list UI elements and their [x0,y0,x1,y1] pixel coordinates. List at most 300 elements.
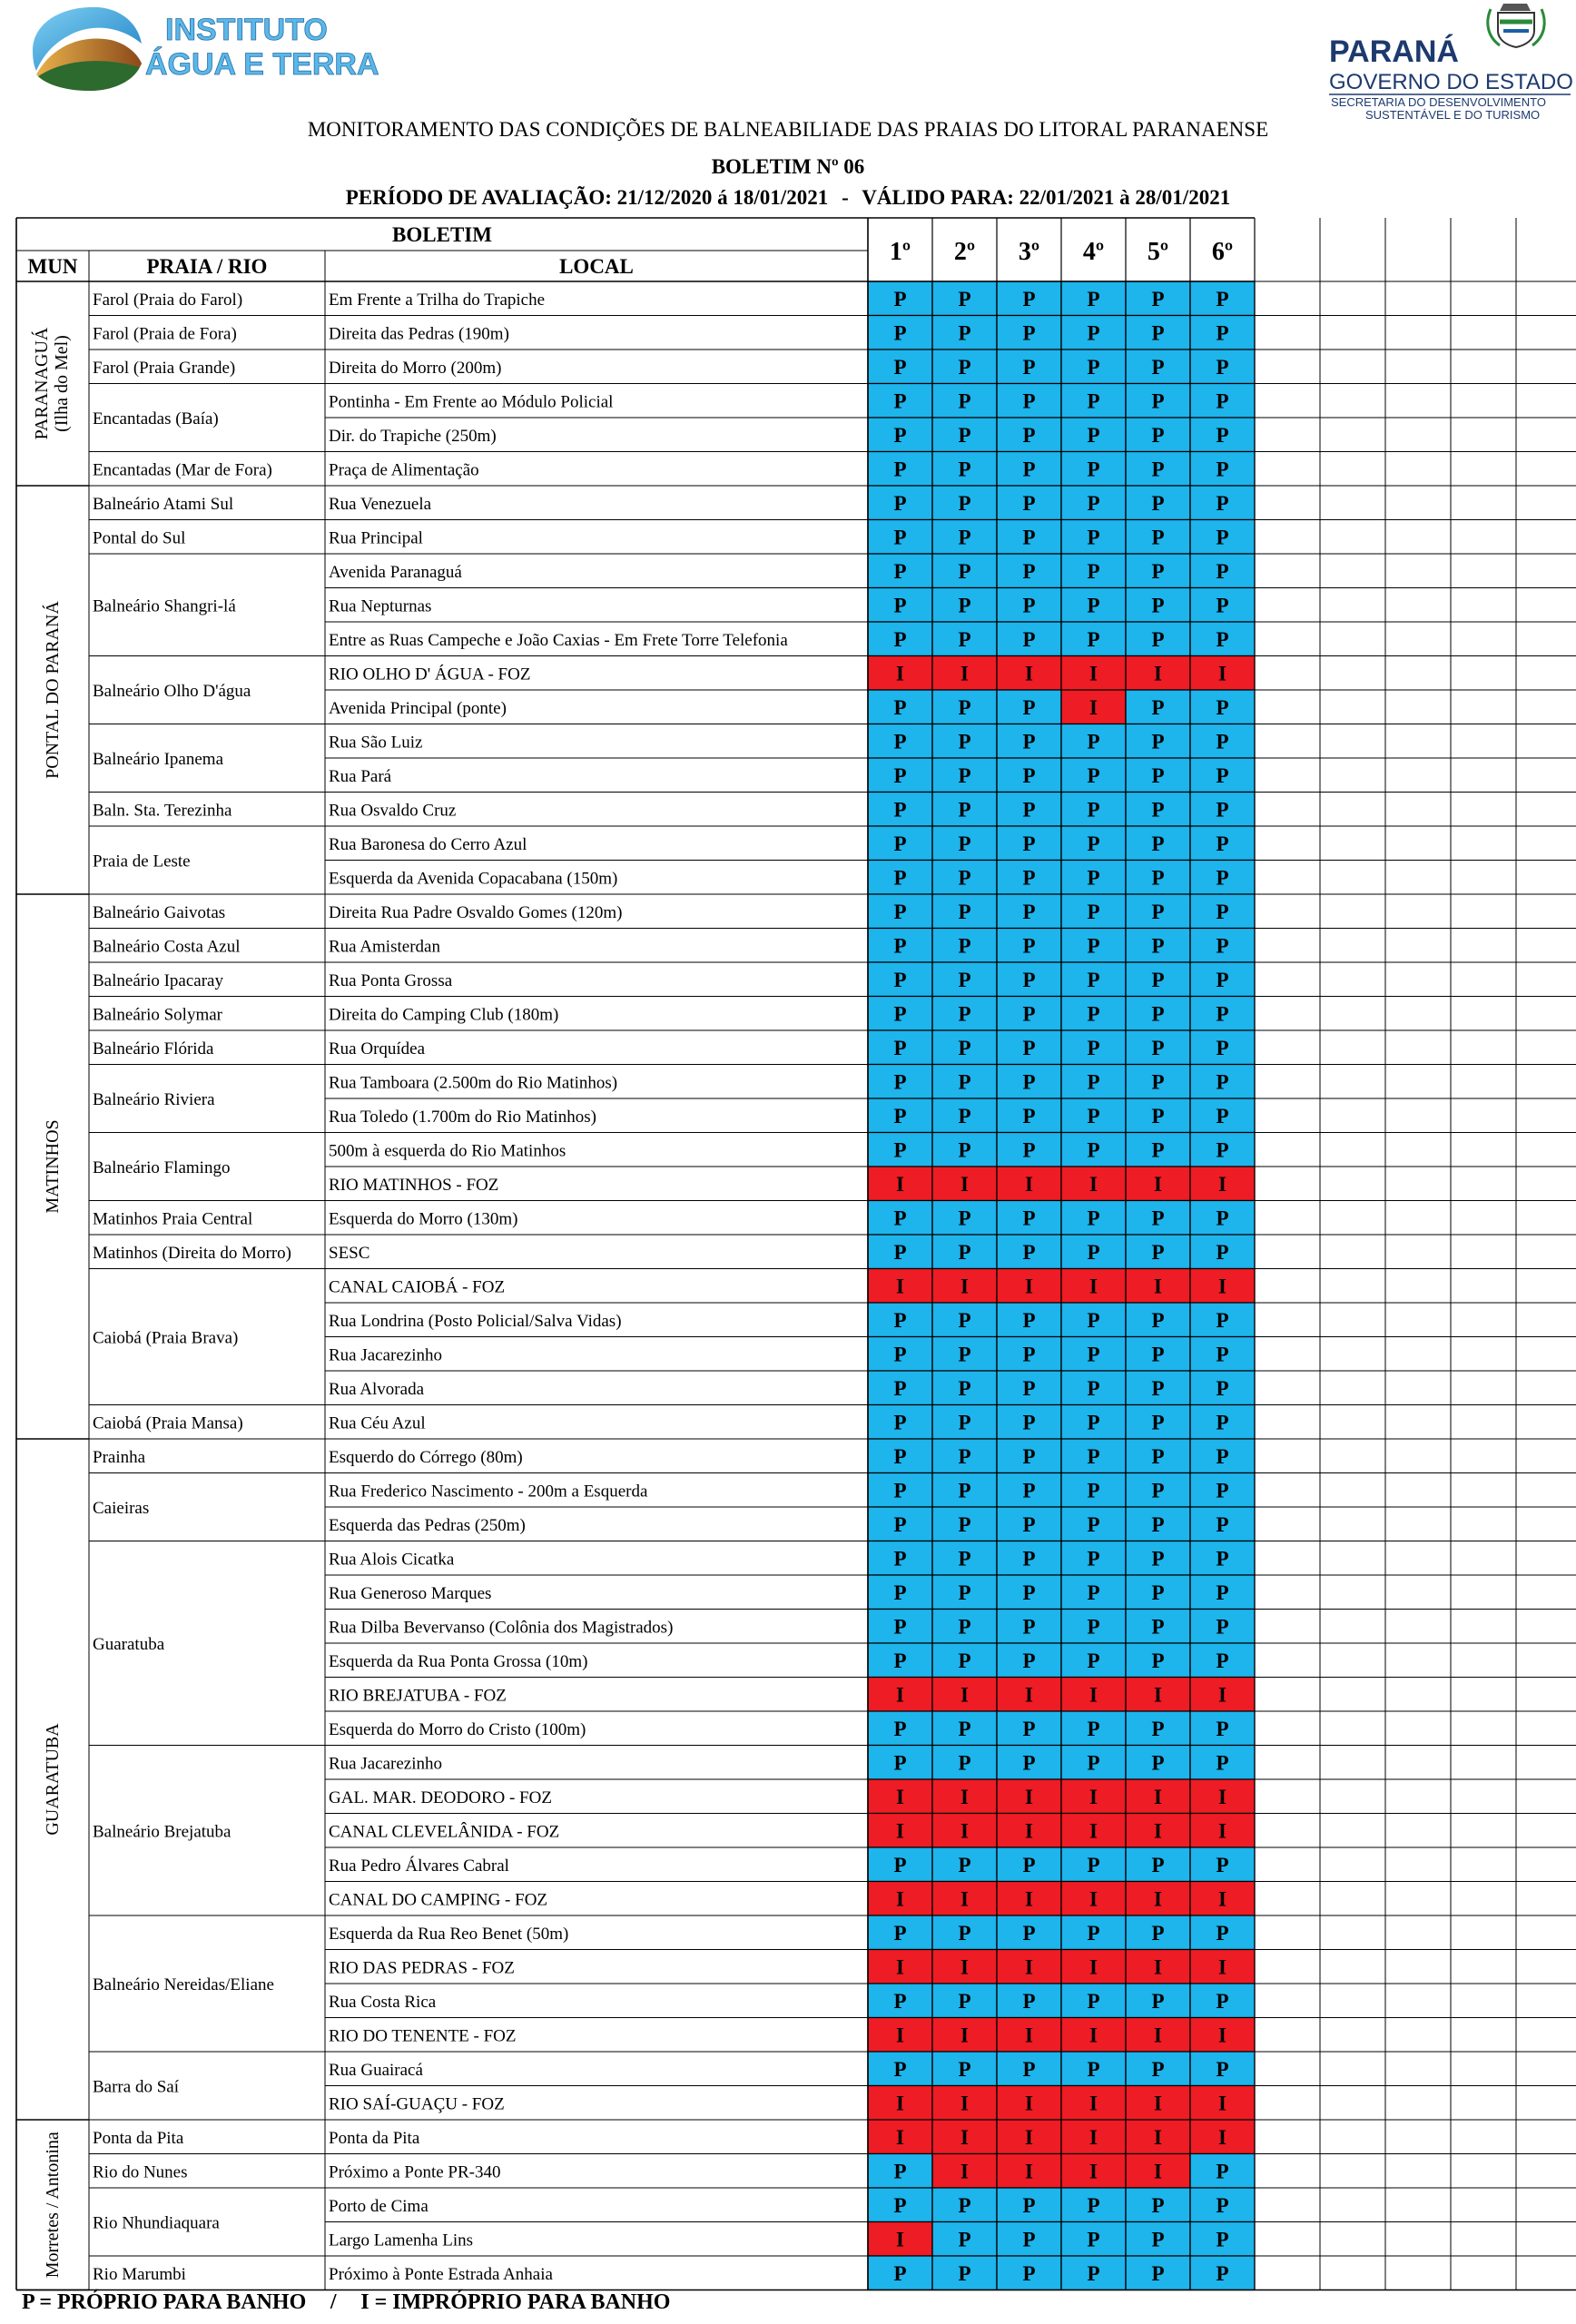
period-label: PERÍODO DE AVALIAÇÃO: [345,186,612,209]
local-name: Próximo a Ponte PR-340 [329,2162,501,2182]
valid-value: 22/01/2021 à 28/01/2021 [1019,186,1231,209]
result-value: P [893,2160,907,2183]
result-value: P [1151,2193,1165,2217]
result-value: P [1151,1138,1165,1162]
local-name: Pontinha - Em Frente ao Módulo Policial [329,392,614,412]
local-name: Esquerda do Morro (130m) [329,1209,518,1229]
result-value: P [1151,1036,1165,1059]
result-value: P [958,1240,971,1264]
result-value: P [958,763,971,787]
result-value: P [893,934,907,958]
result-value: P [1087,1138,1100,1162]
result-value: P [893,730,907,753]
result-value: P [1151,559,1165,583]
instituto-agua-e-terra-logo [27,4,379,94]
local-name: Rua Amisterdan [329,937,440,957]
result-value: P [893,1376,907,1400]
result-value: P [1022,2057,1036,2081]
result-value: P [893,1921,907,1945]
result-value: P [1216,423,1229,447]
result-value: P [1216,1343,1229,1366]
result-value: P [958,321,971,345]
result-value: P [1022,1547,1036,1571]
result-value: P [893,1411,907,1434]
beach-name: Balneário Flórida [93,1039,214,1059]
result-value: P [958,1649,971,1672]
result-value: P [1216,2261,1229,2285]
result-value: P [1151,1240,1165,1264]
result-value: I [960,1819,969,1843]
institute-name-line1: INSTITUTO [165,13,328,47]
result-value: P [958,1411,971,1434]
result-value: P [1216,900,1229,923]
coat-of-arms-icon [1488,4,1544,47]
document-title: MONITORAMENTO DAS CONDIÇÕES DE BALNEABILIADE DAS PRAIAS DO LITORAL PARANAENSE [307,118,1269,141]
local-name: Rua Alvorada [329,1379,425,1399]
result-value: P [958,1615,971,1639]
legend-improprio: I = IMPRÓPRIO PARA BANHO [360,2290,671,2314]
result-value: P [1151,1615,1165,1639]
result-value: P [1216,1853,1229,1876]
result-value: I [960,1275,969,1298]
local-name: Rua Guairacá [329,2060,423,2080]
result-value: I [896,1887,904,1911]
local-header: LOCAL [559,255,634,278]
result-value: P [1151,2228,1165,2251]
result-value: P [1087,1751,1100,1775]
beach-name: Farol (Praia de Fora) [93,324,237,344]
result-value: P [1151,1444,1165,1468]
result-value: P [958,1989,971,2013]
result-value: P [1151,798,1165,822]
logo-emblem-icon [33,7,142,91]
result-value: I [1218,1785,1226,1808]
mun-header: MUN [27,255,78,278]
result-value: P [1087,1479,1100,1502]
result-value: P [1022,1921,1036,1945]
result-value: P [1022,968,1036,991]
beach-name: Balneário Atami Sul [93,494,234,514]
result-value: I [1154,1785,1162,1808]
result-value: P [1216,559,1229,583]
result-value: I [960,662,969,685]
result-value: P [1216,2057,1229,2081]
result-value: P [893,798,907,822]
result-value: I [1089,695,1098,719]
result-value: I [960,2092,969,2115]
result-value: I [896,1785,904,1808]
result-value: I [1025,1955,1033,1979]
result-value: I [896,2228,904,2251]
result-value: P [1216,458,1229,481]
result-value: P [1022,423,1036,447]
beach-name: Caieiras [93,1499,150,1518]
balneabilidade-table [16,218,1576,2288]
result-value: P [1216,1615,1229,1639]
result-value: P [1151,423,1165,447]
legend [22,2290,670,2315]
result-value: P [893,695,907,719]
result-value: P [958,389,971,413]
result-value: P [1022,798,1036,822]
result-value: P [1022,934,1036,958]
result-value: P [1022,526,1036,549]
result-value: P [1216,2228,1229,2251]
result-value: P [958,458,971,481]
local-name: Ponta da Pita [329,2128,420,2148]
result-value: P [893,1853,907,1876]
result-value: P [1087,526,1100,549]
result-value: P [1151,1649,1165,1672]
result-value: P [1151,763,1165,787]
result-value: P [958,1308,971,1332]
result-value: P [1151,1751,1165,1775]
result-value: I [1025,2024,1033,2047]
result-value: P [1087,1581,1100,1604]
result-value: P [958,1343,971,1366]
result-value: P [1087,627,1100,651]
local-name: Esquerda da Rua Reo Benet (50m) [329,1924,569,1944]
result-value: P [958,832,971,855]
result-value: P [893,594,907,617]
result-value: P [1087,2057,1100,2081]
result-value: P [1216,1070,1229,1094]
beach-name: Balneário Solymar [93,1005,222,1025]
result-value: P [1151,389,1165,413]
result-value: I [1218,1955,1226,1979]
result-value: P [958,1206,971,1230]
result-value: P [1087,1206,1100,1230]
result-value: P [1216,1581,1229,1604]
result-value: P [1022,832,1036,855]
result-value: P [958,934,971,958]
result-value: I [1025,1785,1033,1808]
result-value: I [1154,1172,1162,1196]
result-value: P [1087,1376,1100,1400]
local-name: Rua Orquídea [329,1039,426,1059]
local-name: Rua Baronesa do Cerro Azul [329,834,527,854]
result-value: P [1087,2261,1100,2285]
result-value: P [1022,1853,1036,1876]
beach-name: Praia de Leste [93,852,191,872]
result-value: P [958,1512,971,1536]
result-value: P [1087,1002,1100,1026]
sample-header: 5º [1147,238,1169,266]
result-value: I [1218,2125,1226,2149]
beach-name: Baln. Sta. Terezinha [93,801,232,821]
local-name: Avenida Paranaguá [329,562,462,582]
result-value: P [1022,1751,1036,1775]
result-value: P [958,730,971,753]
result-value: P [1151,526,1165,549]
beach-name: Prainha [93,1447,146,1467]
local-name: Rua Londrina (Posto Policial/Salva Vidas) [329,1311,622,1331]
result-value: P [1151,1921,1165,1945]
result-value: P [1022,1649,1036,1672]
beach-name: Balneário Brejatuba [93,1822,231,1842]
result-value: P [893,1581,907,1604]
beach-name: Pontal do Sul [93,528,186,548]
result-value: P [1216,287,1229,310]
result-value: P [1087,1411,1100,1434]
result-value: P [958,559,971,583]
praia-header: PRAIA / RIO [146,255,268,278]
result-value: P [1022,1717,1036,1740]
result-value: P [1216,1547,1229,1571]
result-value: P [893,1717,907,1740]
result-value: P [893,866,907,890]
result-value: P [1022,1002,1036,1026]
result-value: P [1151,321,1165,345]
beach-name: Encantadas (Mar de Fora) [93,460,272,480]
result-value: I [960,2125,969,2149]
result-value: P [1151,1512,1165,1536]
result-value: P [1151,1411,1165,1434]
result-value: I [896,1275,904,1298]
result-value: P [958,2228,971,2251]
result-value: P [1151,1717,1165,1740]
result-value: P [1216,1104,1229,1128]
result-value: P [1216,1444,1229,1468]
result-value: I [1089,2092,1098,2115]
result-value: P [958,900,971,923]
result-value: P [1216,526,1229,549]
result-value: P [893,1343,907,1366]
result-value: P [1022,627,1036,651]
result-value: P [893,389,907,413]
local-name: Esquerda das Pedras (250m) [329,1515,526,1535]
period-value: 21/12/2020 á 18/01/2021 [616,186,829,209]
gov-secretaria-line1: SECRETARIA DO DESENVOLVIMENTO [1331,95,1546,109]
municipality-name: PONTAL DO PARANÁ [43,601,63,779]
result-value: P [1022,1343,1036,1366]
result-value: P [958,1070,971,1094]
result-value: P [1022,1989,1036,2013]
result-value: P [1216,1240,1229,1264]
beach-name: Ponta da Pita [93,2128,184,2148]
beach-name: Caiobá (Praia Mansa) [93,1413,243,1433]
beach-name: Farol (Praia Grande) [93,358,236,378]
result-value: P [1022,458,1036,481]
result-value: I [1154,2092,1162,2115]
result-value: P [1087,1444,1100,1468]
local-name: Rua Tamboara (2.500m do Rio Matinhos) [329,1073,618,1093]
result-value: P [1087,423,1100,447]
result-value: P [1151,1853,1165,1876]
result-value: P [958,1104,971,1128]
local-name: Rua Jacarezinho [329,1345,443,1365]
local-name: Entre as Ruas Campeche e João Caxias - Em Frete Torre Telefonia [329,630,788,650]
local-name: Rua Pará [329,766,392,786]
result-value: P [1087,321,1100,345]
result-value: I [1025,1887,1033,1911]
result-value: P [1087,1104,1100,1128]
beach-name: Balneário Nereidas/Eliane [93,1975,274,1994]
result-value: P [893,1036,907,1059]
result-value: I [1154,1275,1162,1298]
result-value: P [893,458,907,481]
result-value: P [1022,695,1036,719]
local-name: Rua Nepturnas [329,596,432,616]
local-name: Rua Céu Azul [329,1413,426,1433]
local-name: Rua São Luiz [329,733,423,753]
beach-name: Balneário Flamingo [93,1158,231,1177]
result-value: P [893,1444,907,1468]
boletim-header: BOLETIM [392,223,492,246]
evaluation-period [0,186,1576,210]
local-name: Direita Rua Padre Osvaldo Gomes (120m) [329,902,623,922]
institute-name-line2: ÁGUA E TERRA [145,47,379,82]
result-value: P [1087,559,1100,583]
result-value: P [893,763,907,787]
municipality-name: Morretes / Antonina [43,2132,63,2279]
result-value: P [1087,900,1100,923]
result-value: P [893,1104,907,1128]
result-value: P [1151,627,1165,651]
result-value: P [1022,1581,1036,1604]
result-value: P [1216,695,1229,719]
result-value: I [1025,1172,1033,1196]
result-value: I [1025,1275,1033,1298]
result-value: P [1087,798,1100,822]
result-value: P [1216,832,1229,855]
local-name: Direita das Pedras (190m) [329,324,509,344]
result-value: I [1025,1819,1033,1843]
result-value: I [896,1955,904,1979]
result-value: P [1216,1512,1229,1536]
local-name: Rua Principal [329,528,423,548]
valid-label: VÁLIDO PARA: [862,186,1014,209]
result-value: I [896,2092,904,2115]
result-value: P [1151,1343,1165,1366]
beach-name: Balneário Ipacaray [93,970,223,990]
result-value: P [1022,900,1036,923]
local-name: Rua Venezuela [329,494,432,514]
result-value: P [1087,1547,1100,1571]
result-value: P [1087,2228,1100,2251]
result-value: P [1216,594,1229,617]
local-name: Rua Frederico Nascimento - 200m a Esquerda [329,1482,648,1502]
result-value: P [1151,2057,1165,2081]
local-name: CANAL DO CAMPING - FOZ [329,1890,548,1910]
result-value: P [1151,866,1165,890]
result-value: I [1218,1887,1226,1911]
result-value: P [1022,730,1036,753]
result-value: P [1087,1512,1100,1536]
result-value: P [1151,1989,1165,2013]
result-value: P [1151,2261,1165,2285]
result-value: P [1087,832,1100,855]
beach-name: Rio Marumbi [93,2264,186,2284]
result-value: P [1216,1411,1229,1434]
result-value: P [1022,1070,1036,1094]
result-value: P [893,287,907,310]
result-value: P [1216,798,1229,822]
result-value: P [958,1853,971,1876]
result-value: P [1087,730,1100,753]
result-value: I [1089,1172,1098,1196]
result-value: P [1151,1547,1165,1571]
result-value: P [1216,1717,1229,1740]
result-value: P [893,1138,907,1162]
local-name: Direita do Morro (200m) [329,358,502,378]
local-name: RIO MATINHOS - FOZ [329,1175,499,1195]
beach-name: Rio Nhundiaquara [93,2213,220,2233]
result-value: I [960,2024,969,2047]
result-value: P [1216,1138,1229,1162]
result-value: P [1022,1512,1036,1536]
boletim-number: BOLETIM Nº 06 [711,155,865,178]
result-value: P [1087,1308,1100,1332]
result-value: P [893,1512,907,1536]
result-value: P [958,1376,971,1400]
result-value: P [1216,1036,1229,1059]
result-value: P [1087,866,1100,890]
result-value: P [1022,355,1036,379]
result-value: I [1025,662,1033,685]
local-name: RIO BREJATUBA - FOZ [329,1686,507,1706]
municipality-name: GUARATUBA [43,1723,63,1836]
result-value: I [1154,1955,1162,1979]
result-value: P [958,1581,971,1604]
result-value: P [1216,1921,1229,1945]
result-value: P [1151,491,1165,515]
result-value: I [896,1172,904,1196]
result-value: P [958,1036,971,1059]
local-name: Rua Generoso Marques [329,1583,492,1603]
result-value: P [1087,1036,1100,1059]
result-value: P [893,832,907,855]
local-name: GAL. MAR. DEODORO - FOZ [329,1787,552,1807]
local-name: Esquerda do Morro do Cristo (100m) [329,1719,586,1739]
local-name: RIO SAÍ-GUAÇU - FOZ [329,2094,505,2114]
result-value: P [1022,2228,1036,2251]
result-value: I [1154,1819,1162,1843]
municipality-name: MATINHOS [43,1119,63,1214]
beach-name: Rio do Nunes [93,2162,188,2182]
result-value: I [960,1887,969,1911]
result-value: P [958,1921,971,1945]
result-value: P [1022,1138,1036,1162]
result-value: I [960,1172,969,1196]
result-value: P [1151,1479,1165,1502]
local-name: Avenida Principal (ponte) [329,698,507,718]
result-value: P [1151,458,1165,481]
result-value: P [958,491,971,515]
result-value: I [1218,662,1226,685]
result-value: I [1089,662,1098,685]
result-value: I [1218,1819,1226,1843]
result-value: P [1087,389,1100,413]
local-name: 500m à esquerda do Rio Matinhos [329,1141,566,1161]
result-value: P [1216,968,1229,991]
result-value: P [1216,866,1229,890]
beach-name: Balneário Olho D'água [93,682,251,701]
result-value: I [1089,1887,1098,1911]
result-value: I [1025,2125,1033,2149]
result-value: P [1216,1206,1229,1230]
local-name: RIO OLHO D' ÁGUA - FOZ [329,665,531,684]
result-value: P [1087,1989,1100,2013]
result-value: P [1216,355,1229,379]
result-value: P [1087,934,1100,958]
local-name: CANAL CAIOBÁ - FOZ [329,1277,506,1297]
result-value: P [893,2261,907,2285]
result-value: P [1151,1002,1165,1026]
result-value: P [958,1547,971,1571]
gov-subtitle: GOVERNO DO ESTADO [1329,70,1573,94]
result-value: P [958,1717,971,1740]
